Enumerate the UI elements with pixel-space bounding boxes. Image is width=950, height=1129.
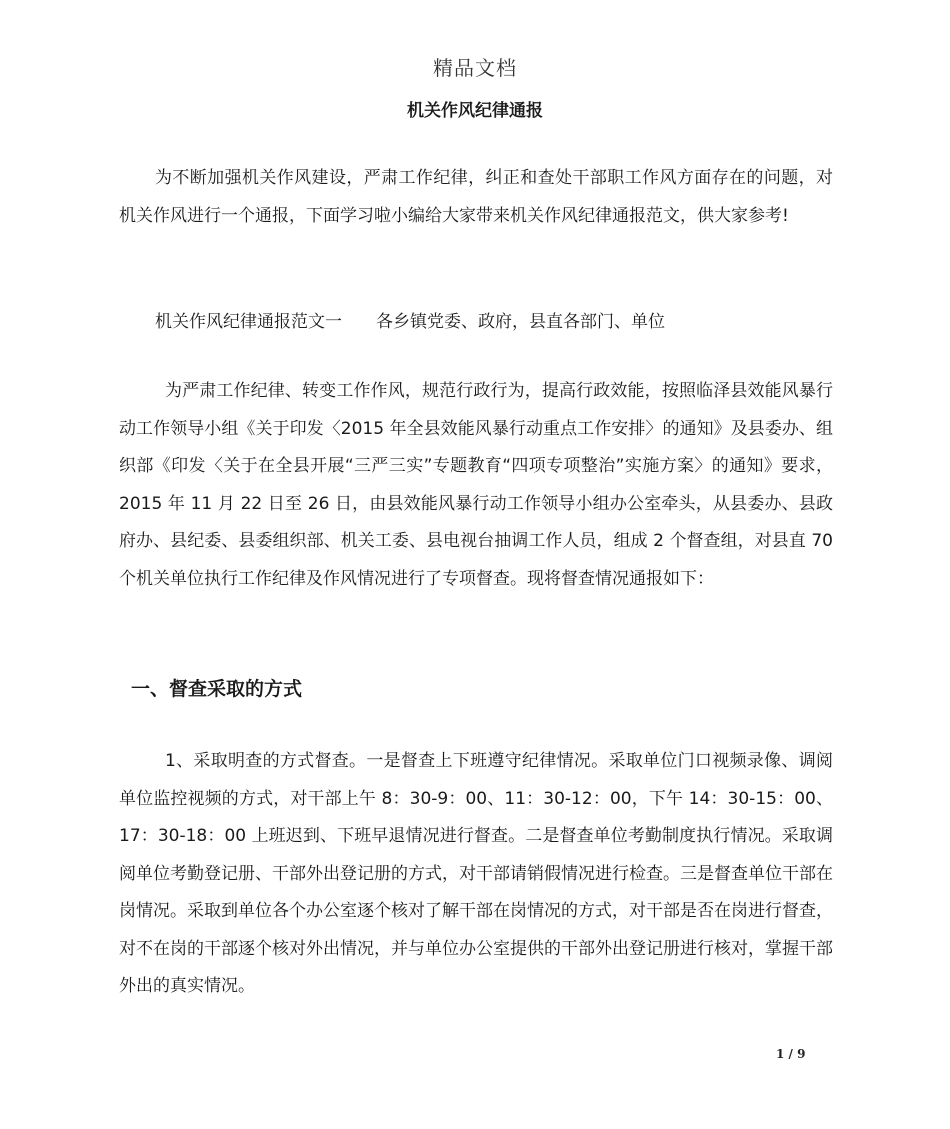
header-watermark: 精品文档 (433, 56, 517, 80)
section-heading: 一、督查采取的方式 (131, 678, 303, 700)
sample-heading-line (119, 304, 833, 342)
document-title: 机关作风纪律通报 (407, 101, 543, 121)
intro-paragraph: 为不断加强机关作风建设，严肃工作纪律，纠正和查处干部职工作风方面存在的问题，对机关作风进行一个通报，下面学习啦小编给大家带来机关作风纪律通报范文，供大家参考! (119, 168, 833, 226)
body-paragraph: 为严肃工作纪律、转变工作作风，规范行政行为，提高行政效能，按照临泽县效能风暴行动工作领导小组《关于印发〈2015 年全县效能风暴行动重点工作安排〉的通知》及县委办、组织部《印发〈关于在全县开展“三严三实”专题教育“四项专项整治”实施方案〉的通知》要求，2015 年 11 月 22 日至 26 日，由县效能风暴行动工作领导小组办公室牵头，从县委办、县政府办、县纪委、县委组织部、机关工委、县电视台抽调工作人员，组成 2 个督查组，对县直 70 个机关单位执行工作纪律及作风情况进行了专项督查。现将督查情况通报如下： (119, 381, 833, 589)
recipients: 各乡镇党委、政府，县直各部门、单位 (376, 312, 665, 332)
sample-label: 机关作风纪律通报范文一 (155, 312, 342, 332)
page-number: 1 / 9 (776, 1047, 806, 1061)
section-paragraph: 1、采取明查的方式督查。一是督查上下班遵守纪律情况。采取单位门口视频录像、调阅单位监控视频的方式，对干部上午 8：30-9：00、11：30-12：00，下午 14：30-15：00、17：30-18：00 上班迟到、下班早退情况进行督查。二是督查单位考勤制度执行情况。采取调阅单位考勤登记册、干部外出登记册的方式，对干部请销假情况进行检查。三是督查单位干部在岗情况。采取到单位各个办公室逐个核对了解干部在岗情况的方式，对干部是否在岗进行督查，对不在岗的干部逐个核对外出情况，并与单位办公室提供的干部外出登记册进行核对，掌握干部外出的真实情况。 (119, 751, 833, 996)
